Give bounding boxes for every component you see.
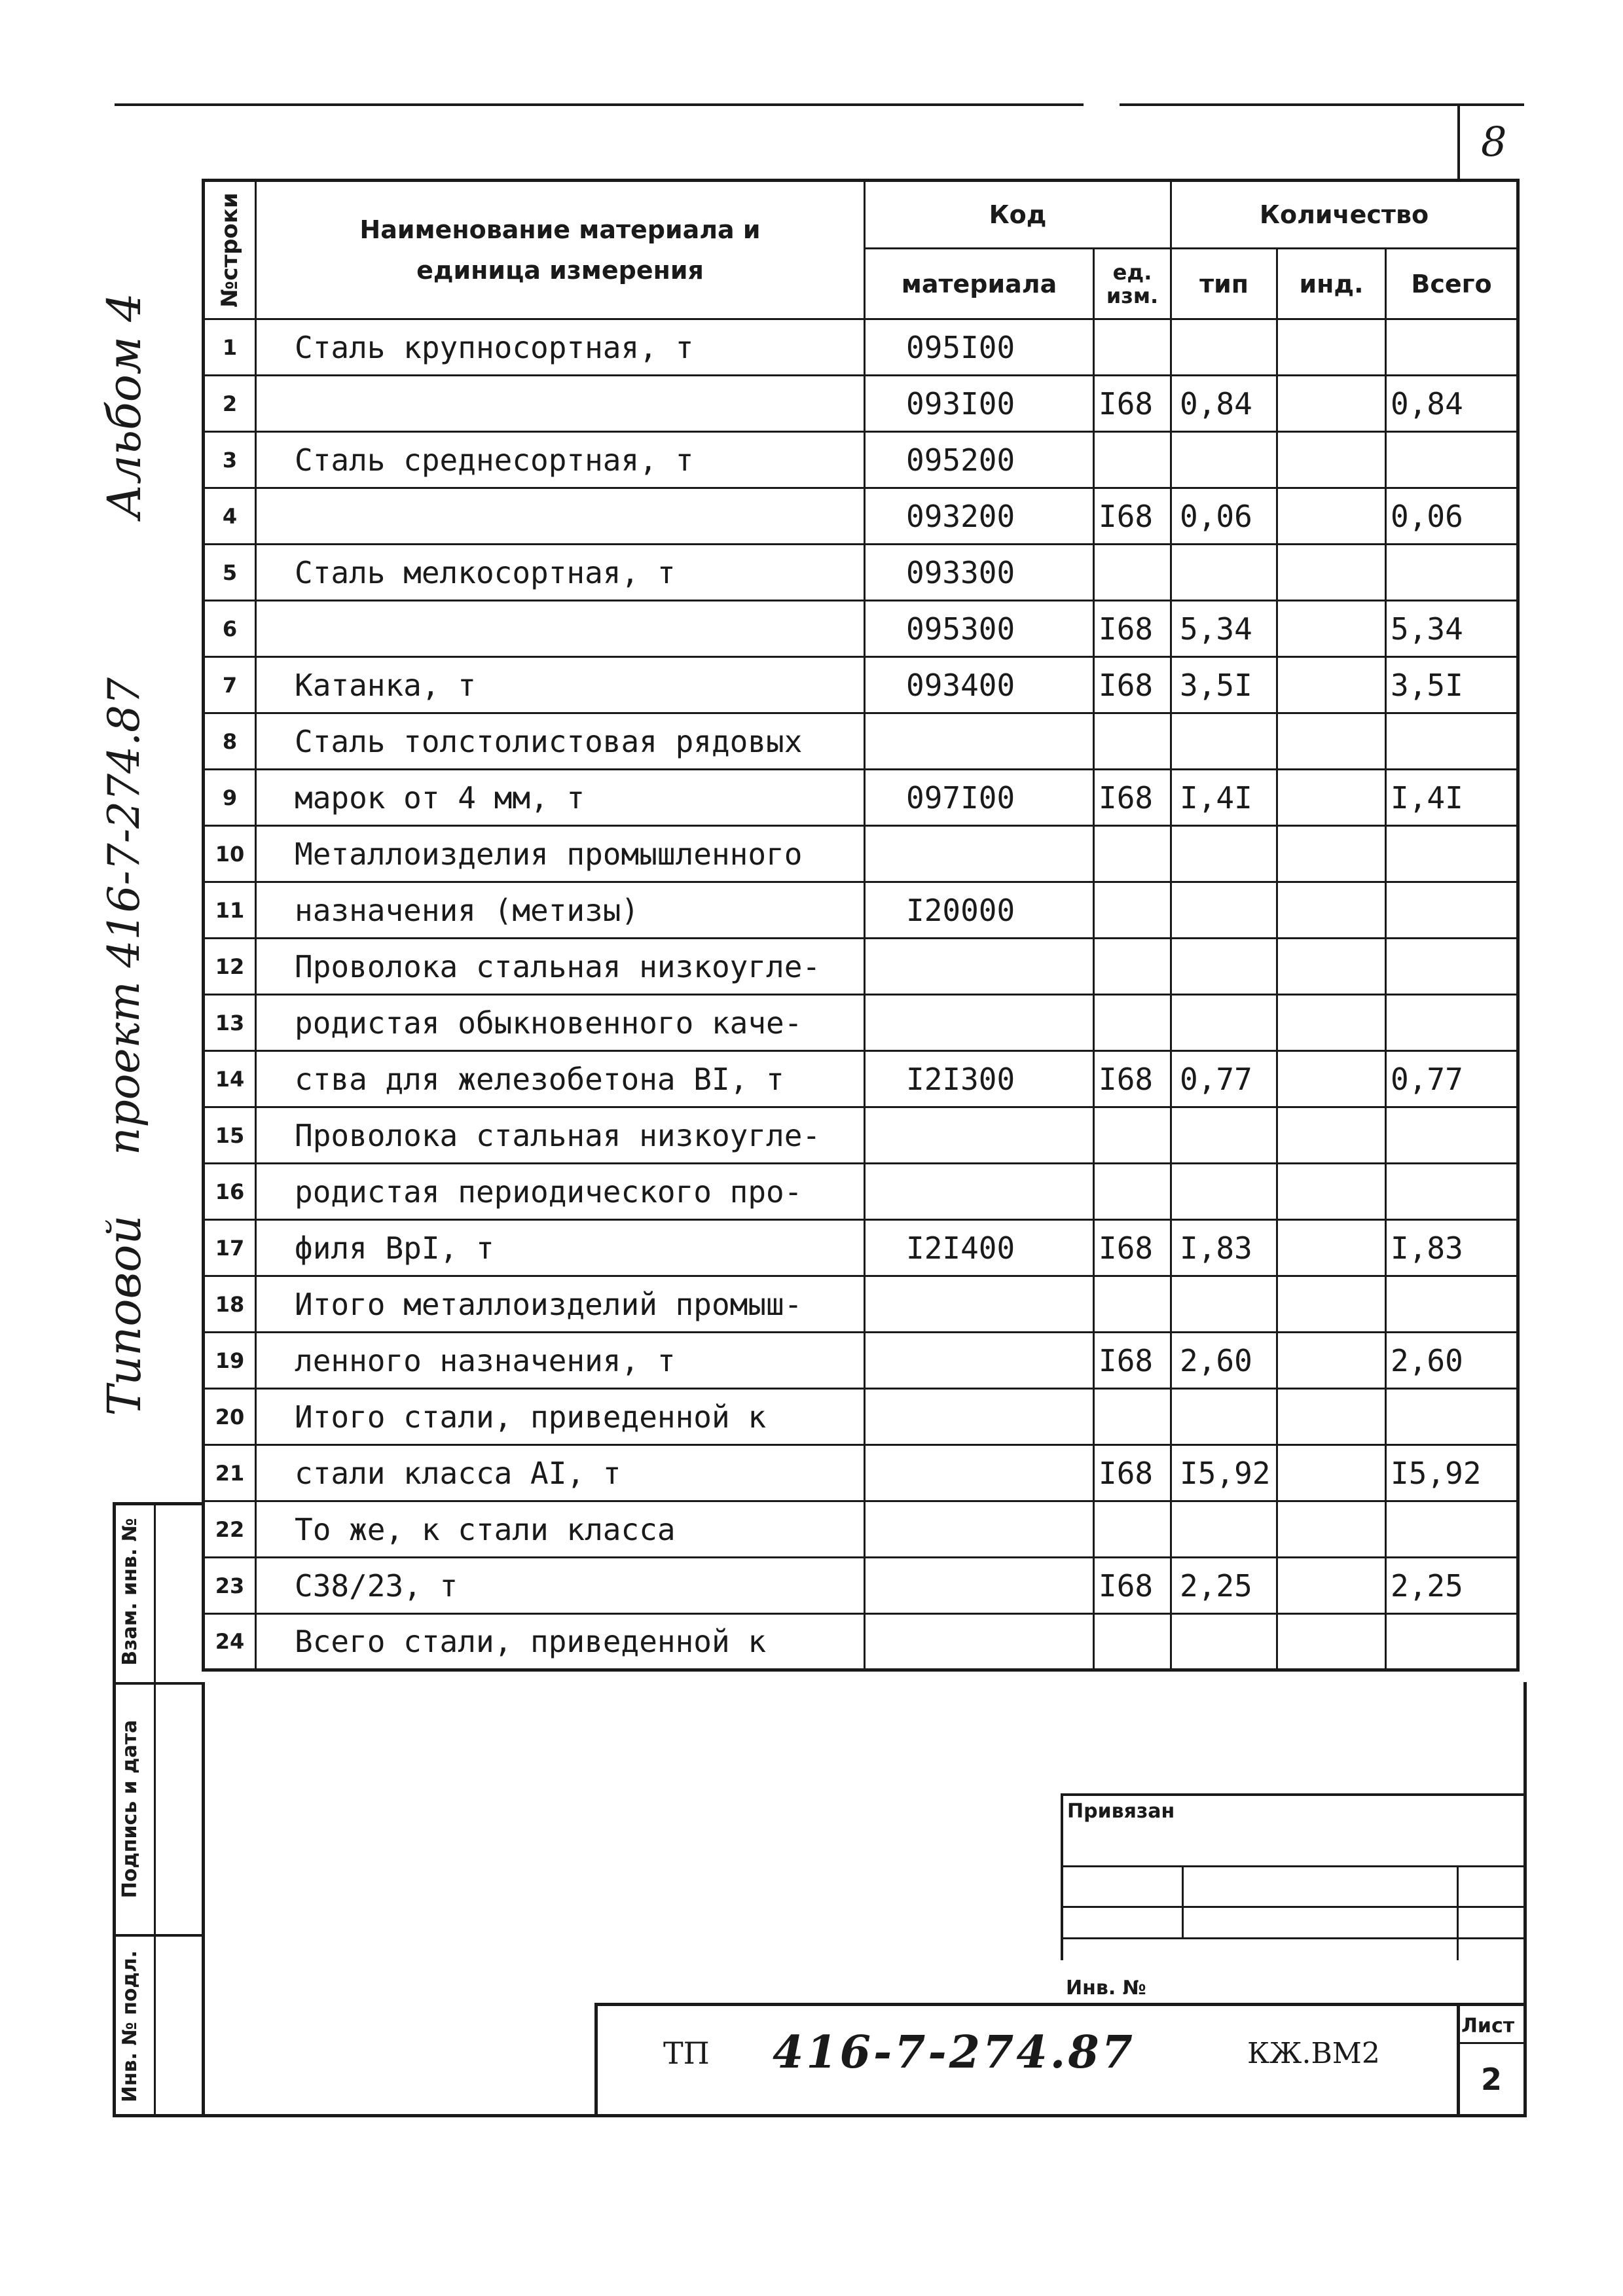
table-row [204, 882, 1518, 939]
row-unit-code [1094, 1276, 1171, 1333]
row-qty-total: 0,06 [1386, 488, 1518, 545]
row-unit-code: I68 [1094, 1558, 1171, 1614]
row-qty-total [1386, 545, 1518, 601]
row-material-code [865, 713, 1094, 770]
row-number: 4 [204, 488, 256, 545]
row-unit-code [1094, 995, 1171, 1051]
row-qty-ind [1277, 1445, 1386, 1501]
row-qty-type: 3,5I [1171, 657, 1277, 713]
table-row [204, 826, 1518, 882]
row-material-name: родистая обыкновенного каче- [256, 995, 865, 1051]
privyazan-vline-1 [1182, 1867, 1184, 1939]
header-code: Код [865, 181, 1171, 249]
row-material-code [865, 1445, 1094, 1501]
row-qty-total [1386, 826, 1518, 882]
row-qty-ind [1277, 1333, 1386, 1389]
row-qty-ind [1277, 1501, 1386, 1558]
row-material-code [865, 939, 1094, 995]
row-qty-type [1171, 319, 1277, 376]
row-material-code: 097I00 [865, 770, 1094, 826]
row-number: 16 [204, 1164, 256, 1220]
privyazan-label: Привязан [1067, 1800, 1175, 1823]
row-material-name: Сталь толстолистовая рядовых [256, 713, 865, 770]
table-row [204, 319, 1518, 376]
table-row [204, 1333, 1518, 1389]
row-unit-code: I68 [1094, 488, 1171, 545]
row-material-code: 095200 [865, 432, 1094, 488]
materials-table [202, 179, 1520, 1672]
label-sign-date: Подпись и дата [119, 1719, 141, 1899]
row-qty-ind [1277, 545, 1386, 601]
side-title-project: проект 416-7-274.87 [99, 677, 149, 1155]
row-unit-code [1094, 1501, 1171, 1558]
row-qty-type [1171, 1164, 1277, 1220]
row-qty-total [1386, 1501, 1518, 1558]
row-qty-ind [1277, 1558, 1386, 1614]
row-qty-total [1386, 1276, 1518, 1333]
row-unit-code [1094, 432, 1171, 488]
row-material-code [865, 1333, 1094, 1389]
row-number: 6 [204, 601, 256, 657]
row-qty-ind [1277, 319, 1386, 376]
row-number: 24 [204, 1614, 256, 1670]
row-unit-code [1094, 939, 1171, 995]
row-qty-total [1386, 1164, 1518, 1220]
row-number: 3 [204, 432, 256, 488]
row-material-code: I2I400 [865, 1220, 1094, 1276]
row-qty-ind [1277, 882, 1386, 939]
row-unit-code: I68 [1094, 1051, 1171, 1107]
table-row [204, 657, 1518, 713]
table-row [204, 713, 1518, 770]
row-qty-total: 0,77 [1386, 1051, 1518, 1107]
row-number: 12 [204, 939, 256, 995]
row-unit-code: I68 [1094, 376, 1171, 432]
row-material-name: C38/23, т [256, 1558, 865, 1614]
row-qty-type: 0,77 [1171, 1051, 1277, 1107]
row-material-name: филя BpI, т [256, 1220, 865, 1276]
row-material-name: Итого стали, приведенной к [256, 1389, 865, 1445]
row-qty-total: 2,60 [1386, 1333, 1518, 1389]
header-quantity: Количество [1171, 181, 1518, 249]
row-qty-ind [1277, 1614, 1386, 1670]
row-qty-type [1171, 432, 1277, 488]
row-material-code [865, 995, 1094, 1051]
header-qty-ind: инд. [1277, 249, 1386, 319]
sheet-label-underline [1457, 2042, 1527, 2044]
row-number: 2 [204, 376, 256, 432]
row-material-code [865, 826, 1094, 882]
row-material-code: I20000 [865, 882, 1094, 939]
row-unit-code: I68 [1094, 601, 1171, 657]
row-qty-type: I5,92 [1171, 1445, 1277, 1501]
row-qty-total: I,83 [1386, 1220, 1518, 1276]
table-row [204, 1276, 1518, 1333]
row-qty-ind [1277, 1164, 1386, 1220]
row-material-name: Сталь среднесортная, т [256, 432, 865, 488]
row-material-code [865, 1501, 1094, 1558]
table-row [204, 1107, 1518, 1164]
table-row [204, 601, 1518, 657]
row-material-name: Всего стали, приведенной к [256, 1614, 865, 1670]
row-qty-total [1386, 713, 1518, 770]
row-number: 21 [204, 1445, 256, 1501]
row-qty-total [1386, 319, 1518, 376]
row-number: 11 [204, 882, 256, 939]
row-number: 17 [204, 1220, 256, 1276]
row-qty-total [1386, 882, 1518, 939]
row-number: 22 [204, 1501, 256, 1558]
row-unit-code [1094, 1164, 1171, 1220]
row-number: 10 [204, 826, 256, 882]
row-qty-type [1171, 882, 1277, 939]
table-row [204, 939, 1518, 995]
table-row [204, 770, 1518, 826]
row-material-name: Итого металлоизделий промыш- [256, 1276, 865, 1333]
row-qty-total: I5,92 [1386, 1445, 1518, 1501]
row-qty-type: 2,25 [1171, 1558, 1277, 1614]
row-number: 23 [204, 1558, 256, 1614]
header-row-number: №строки [204, 181, 256, 319]
row-qty-total: 3,5I [1386, 657, 1518, 713]
row-material-code: 093300 [865, 545, 1094, 601]
header-qty-type: тип [1171, 249, 1277, 319]
frame-left-line [202, 1682, 205, 2117]
row-qty-type [1171, 713, 1277, 770]
left-stamp-hline-1 [113, 1682, 202, 1685]
top-rule-right [1120, 103, 1524, 106]
table-row [204, 1558, 1518, 1614]
row-qty-type [1171, 826, 1277, 882]
label-vzam-inv: Взам. инв. № [119, 1518, 141, 1666]
row-material-code: 093400 [865, 657, 1094, 713]
row-qty-total: I,4I [1386, 770, 1518, 826]
row-material-name: стали класса AI, т [256, 1445, 865, 1501]
left-stamp-inner-vline [154, 1502, 156, 2117]
row-number: 5 [204, 545, 256, 601]
page-number-divider [1457, 105, 1460, 179]
row-material-code [865, 1614, 1094, 1670]
row-material-name: ленного назначения, т [256, 1333, 865, 1389]
row-qty-type [1171, 545, 1277, 601]
row-qty-total [1386, 1614, 1518, 1670]
side-title-album: Альбом 4 [98, 293, 151, 519]
row-qty-type [1171, 1389, 1277, 1445]
row-number: 19 [204, 1333, 256, 1389]
row-unit-code [1094, 545, 1171, 601]
row-qty-type: 0,06 [1171, 488, 1277, 545]
table-row [204, 1389, 1518, 1445]
row-qty-type [1171, 1107, 1277, 1164]
row-qty-total [1386, 1389, 1518, 1445]
row-material-code: 095I00 [865, 319, 1094, 376]
row-material-code [865, 1107, 1094, 1164]
row-material-name: Металлоизделия промышленного [256, 826, 865, 882]
table-row [204, 995, 1518, 1051]
privyazan-vline-2 [1457, 1867, 1459, 1960]
row-qty-ind [1277, 376, 1386, 432]
header-code-unit: ед. изм. [1094, 249, 1171, 319]
row-material-name: марок от 4 мм, т [256, 770, 865, 826]
row-number: 1 [204, 319, 256, 376]
row-qty-total [1386, 939, 1518, 995]
row-qty-type: 2,60 [1171, 1333, 1277, 1389]
row-qty-type: I,83 [1171, 1220, 1277, 1276]
row-qty-type: 5,34 [1171, 601, 1277, 657]
inv-no-label: Инв. № [1066, 1977, 1146, 2000]
row-material-name: То же, к стали класса [256, 1501, 865, 1558]
row-material-name: Проволока стальная низкоугле- [256, 1107, 865, 1164]
table-row [204, 545, 1518, 601]
row-qty-ind [1277, 601, 1386, 657]
row-qty-ind [1277, 939, 1386, 995]
row-number: 15 [204, 1107, 256, 1164]
row-number: 13 [204, 995, 256, 1051]
table-row [204, 432, 1518, 488]
row-unit-code [1094, 882, 1171, 939]
row-material-code: 093I00 [865, 376, 1094, 432]
row-material-name: Катанка, т [256, 657, 865, 713]
row-material-name: Сталь мелкосортная, т [256, 545, 865, 601]
row-qty-ind [1277, 995, 1386, 1051]
row-number: 20 [204, 1389, 256, 1445]
row-unit-code [1094, 826, 1171, 882]
header-code-material: материала [865, 249, 1094, 319]
row-qty-ind [1277, 488, 1386, 545]
doc-code: КЖ.ВМ2 [1247, 2037, 1380, 2070]
row-material-name [256, 376, 865, 432]
tp-label: ТП [663, 2036, 710, 2071]
row-material-name: родистая периодического про- [256, 1164, 865, 1220]
row-unit-code [1094, 713, 1171, 770]
row-material-code: 095300 [865, 601, 1094, 657]
row-qty-type [1171, 1276, 1277, 1333]
row-number: 9 [204, 770, 256, 826]
row-qty-total: 2,25 [1386, 1558, 1518, 1614]
row-material-name: назначения (метизы) [256, 882, 865, 939]
table-row [204, 1220, 1518, 1276]
row-unit-code: I68 [1094, 657, 1171, 713]
row-qty-total [1386, 1107, 1518, 1164]
label-inv-podl: Инв. № подл. [119, 1950, 141, 2103]
row-qty-type [1171, 939, 1277, 995]
row-number: 14 [204, 1051, 256, 1107]
row-unit-code: I68 [1094, 1220, 1171, 1276]
row-qty-ind [1277, 1051, 1386, 1107]
row-unit-code [1094, 1614, 1171, 1670]
row-qty-ind [1277, 1220, 1386, 1276]
row-material-code [865, 1276, 1094, 1333]
left-stamp-hline-2 [113, 1934, 202, 1937]
table-row [204, 1445, 1518, 1501]
row-unit-code [1094, 319, 1171, 376]
row-unit-code: I68 [1094, 770, 1171, 826]
row-unit-code [1094, 1389, 1171, 1445]
row-material-code [865, 1558, 1094, 1614]
sheet-label: Лист [1461, 2015, 1515, 2037]
table-row [204, 1501, 1518, 1558]
page-number: 8 [1481, 118, 1507, 166]
table-row [204, 488, 1518, 545]
row-qty-ind [1277, 657, 1386, 713]
row-qty-ind [1277, 1107, 1386, 1164]
top-rule-left [115, 103, 1084, 106]
side-title-typical: Типовой [98, 1215, 151, 1416]
row-qty-total: 0,84 [1386, 376, 1518, 432]
row-material-name [256, 601, 865, 657]
row-number: 18 [204, 1276, 256, 1333]
row-qty-ind [1277, 713, 1386, 770]
row-qty-ind [1277, 770, 1386, 826]
table-row [204, 376, 1518, 432]
row-qty-ind [1277, 432, 1386, 488]
row-unit-code: I68 [1094, 1333, 1171, 1389]
row-qty-total [1386, 995, 1518, 1051]
row-qty-ind [1277, 826, 1386, 882]
row-material-code: I2I300 [865, 1051, 1094, 1107]
row-number: 8 [204, 713, 256, 770]
row-number: 7 [204, 657, 256, 713]
row-material-code: 093200 [865, 488, 1094, 545]
row-material-name: ства для железобетона BI, т [256, 1051, 865, 1107]
sheet-number: 2 [1481, 2062, 1503, 2097]
table-row [204, 1164, 1518, 1220]
title-strip-sheet-divider [1457, 2003, 1460, 2117]
row-unit-code: I68 [1094, 1445, 1171, 1501]
row-qty-type [1171, 1501, 1277, 1558]
row-qty-total: 5,34 [1386, 601, 1518, 657]
row-material-name [256, 488, 865, 545]
row-material-code [865, 1389, 1094, 1445]
table-row [204, 1051, 1518, 1107]
row-material-name: Сталь крупносортная, т [256, 319, 865, 376]
row-qty-ind [1277, 1389, 1386, 1445]
row-qty-total [1386, 432, 1518, 488]
row-qty-ind [1277, 1276, 1386, 1333]
header-material-name: Наименование материала и единица измерения [256, 181, 865, 319]
row-material-name: Проволока стальная низкоугле- [256, 939, 865, 995]
row-qty-type: I,4I [1171, 770, 1277, 826]
row-unit-code [1094, 1107, 1171, 1164]
row-qty-type: 0,84 [1171, 376, 1277, 432]
row-qty-type [1171, 1614, 1277, 1670]
project-number: 416-7-274.87 [773, 2026, 1135, 2079]
row-material-code [865, 1164, 1094, 1220]
table-row [204, 1614, 1518, 1670]
row-qty-type [1171, 995, 1277, 1051]
header-qty-total: Всего [1386, 249, 1518, 319]
